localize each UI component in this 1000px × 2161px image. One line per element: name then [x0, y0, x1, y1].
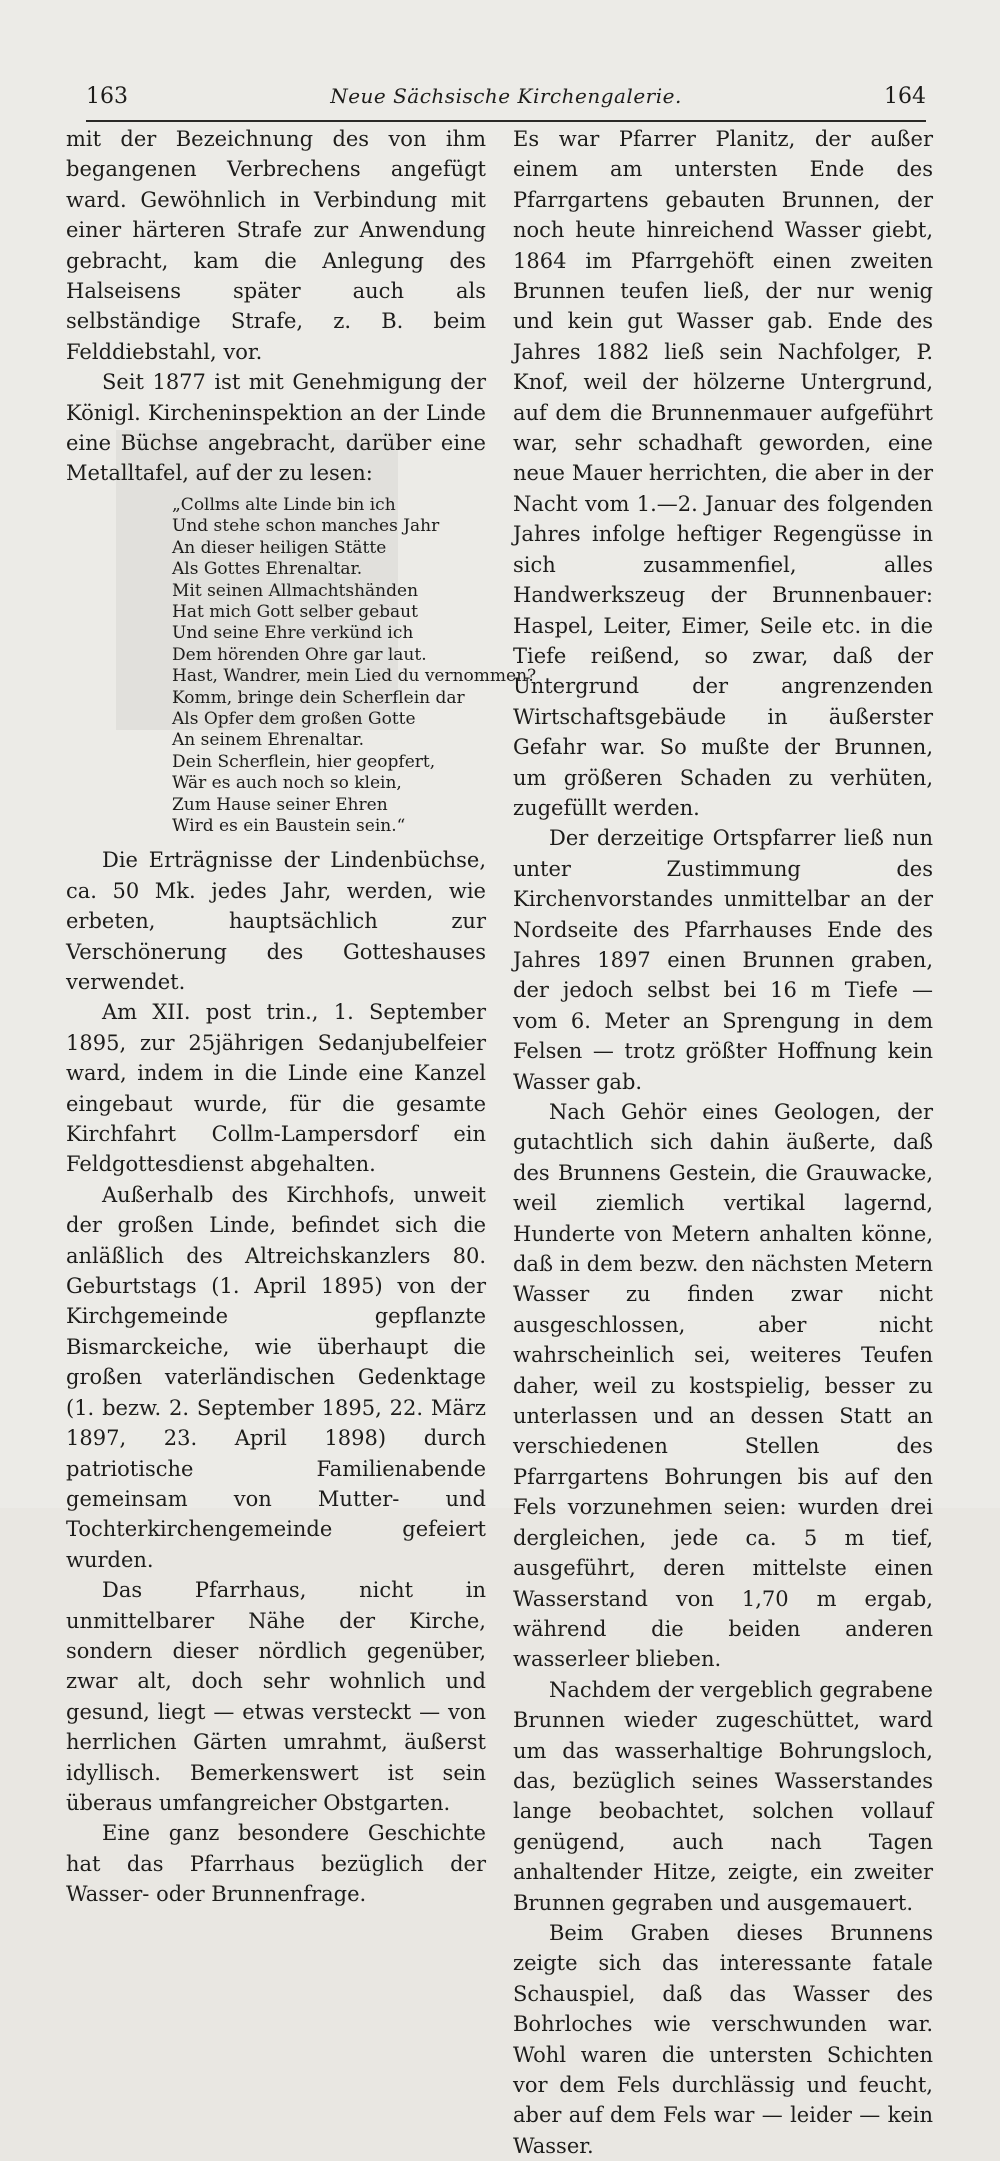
page-number-left: 163: [86, 84, 128, 109]
poem-line: Als Opfer dem großen Gotte: [172, 708, 416, 729]
poem-line: An seinem Ehrenaltar.: [172, 730, 365, 751]
poem-line: „Collms alte Linde bin ich: [172, 494, 396, 515]
paragraph: Nach Gehör eines Geologen, der gutachtlich sich dahin äußerte, daß des Brunnens Gestein, die Grauwacke, weil ziemlich vertikal lagernd, Hunderte von Metern anhalten könne, daß in dem bezw. den nächsten Metern Wasser zu finden zwar nicht ausgeschlossen, aber nicht wahrscheinlich sei, weiteres Teufen daher, weil zu kostspielig, besser zu unterlassen und an dessen Statt an verschiedenen Stellen des Pfarrgartens Bohrungen bis auf den Fels vorzunehmen seien: wurden drei dergleichen, jede ca. 5 m tief, ausgeführt, deren mittelste einen Wasserstand von 1,70 m ergab, während die beiden anderen wasserleer blieben.: [513, 1100, 933, 1672]
page-number-right: 164: [884, 84, 926, 109]
poem-line: Mit seinen Allmachtshänden: [172, 580, 419, 601]
paragraph: Seit 1877 ist mit Genehmigung der Königl. Kircheninspektion an der Linde eine Büchse angebracht, darüber eine Metalltafel, auf der zu lesen:: [66, 370, 486, 486]
poem-line: Komm, bringe dein Scherflein dar: [172, 687, 465, 708]
poem-line: Wär es auch noch so klein,: [172, 773, 402, 794]
paragraph: Das Pfarrhaus, nicht in unmittelbarer Nähe der Kirche, sondern dieser nördlich gegenüber, zwar alt, doch sehr wohnlich und gesund, liegt — etwas versteckt — von herrlichen Gärten umrahmt, äußerst idyllisch. Bemerkenswert ist sein überaus umfangreicher Obstgarten.: [66, 1578, 486, 1815]
poem-line: Als Gottes Ehrenaltar.: [172, 559, 363, 580]
poem-line: Dem hörenden Ohre gar laut.: [172, 644, 427, 665]
paragraph: Am XII. post trin., 1. September 1895, zur 25jährigen Sedanjubelfeier ward, indem in die Linde eine Kanzel eingebaut wurde, für die gesamte Kirchfahrt Collm-Lampersdorf ein Feldgottesdienst abgehalten.: [66, 1000, 486, 1177]
paragraph: Beim Graben dieses Brunnens zeigte sich das interessante fatale Schauspiel, daß das Wasser des Bohrloches wie verschwunden war. Wohl waren die untersten Schichten vor dem Fels durchlässig und feucht, aber auf dem Fels war — leider — kein Wasser.: [513, 1920, 933, 2158]
paragraph: Es war Pfarrer Planitz, der außer einem am untersten Ende des Pfarrgartens gebauten Brunnen, der noch heute hinreichend Wasser giebt, 1864 im Pfarrgehöft einen zweiten Brunnen teufen ließ, der nur wenig und kein gut Wasser gab. Ende des Jahres 1882 ließ sein Nachfolger, P. Knof, weil der hölzerne Untergrund, auf dem die Brunnenmauer aufgeführt war, sehr schadhaft geworden, eine neue Mauer herrichten, die aber in der Nacht vom 1.—2. Januar des folgenden Jahres infolge heftiger Regengüsse in sich zusammenfiel, alles Handwerkszeug der Brunnenbauer: Haspel, Leiter, Eimer, Seile etc. in die Tiefe reißend, so zwar, daß der Untergrund der angrenzenden Wirtschaftsgebäude in äußerster Gefahr war. So mußte der Brunnen, um größeren Schaden zu verhüten, zugefüllt werden.: [513, 127, 933, 820]
poem-line: Hast, Wandrer, mein Lied du vernommen?: [172, 666, 537, 687]
paragraph: Der derzeitige Ortspfarrer ließ nun unter Zustimmung des Kirchenvorstandes unmittelbar an der Nordseite des Pfarrhauses Ende des Jahres 1897 einen Brunnen graben, der jedoch selbst bei 16 m Tiefe — vom 6. Meter an Sprengung in dem Felsen — trotz größter Hoffnung kein Wasser gab.: [513, 826, 933, 1094]
poem-line: An dieser heiligen Stätte: [172, 537, 387, 558]
paragraph: Die Erträgnisse der Lindenbüchse, ca. 50 Mk. jedes Jahr, werden, wie erbeten, hauptsächlich zur Verschönerung des Gotteshauses verwendet.: [66, 848, 486, 994]
paragraph: Eine ganz besondere Geschichte hat das Pfarrhaus bezüglich der Wasser- oder Brunnenfrage.: [66, 1821, 486, 1907]
running-header: [86, 84, 926, 118]
inscription-poem: [172, 494, 537, 838]
header-rule: [86, 120, 926, 122]
poem-line: Und seine Ehre verkünd ich: [172, 623, 414, 644]
poem-line: Hat mich Gott selber gebaut: [172, 601, 418, 622]
paragraph: Nachdem der vergeblich gegrabene Brunnen wieder zugeschüttet, ward um das wasserhaltige Bohrungsloch, das, bezüglich seines Wasserstandes lange beobachtet, solchen vollauf genügend, auch nach Tagen anhaltender Hitze, zeigte, ein zweiter Brunnen gegraben und ausgemauert.: [513, 1677, 933, 1915]
poem-line: Wird es ein Baustein sein.“: [172, 815, 406, 836]
poem-line: Und stehe schon manches Jahr: [172, 516, 440, 537]
paragraph: mit der Bezeichnung des von ihm begangenen Verbrechens angefügt ward. Gewöhnlich in Verbindung mit einer härteren Strafe zur Anwendung gebracht, kam die Anlegung des Halseisens später auch als selbständige Strafe, z. B. beim Felddiebstahl, vor.: [66, 127, 486, 364]
running-title: Neue Sächsische Kirchengalerie.: [330, 84, 682, 108]
poem-line: Zum Hause seiner Ehren: [172, 794, 388, 815]
right-column: [513, 124, 933, 2161]
poem-line: Dein Scherflein, hier geopfert,: [172, 751, 436, 772]
left-column: [66, 124, 537, 1910]
paragraph: Außerhalb des Kirchhofs, unweit der großen Linde, befindet sich die anläßlich des Altreichskanzlers 80. Geburtstags (1. April 1895) von der Kirchgemeinde gepflanzte Bismarckeiche, wie überhaupt die großen vaterländischen Gedenktage (1. bezw. 2. September 1895, 22. März 1897, 23. April 1898) durch patriotische Familienabende gemeinsam von Mutter- und Tochterkirchengemeinde gefeiert wurden.: [66, 1182, 486, 1572]
